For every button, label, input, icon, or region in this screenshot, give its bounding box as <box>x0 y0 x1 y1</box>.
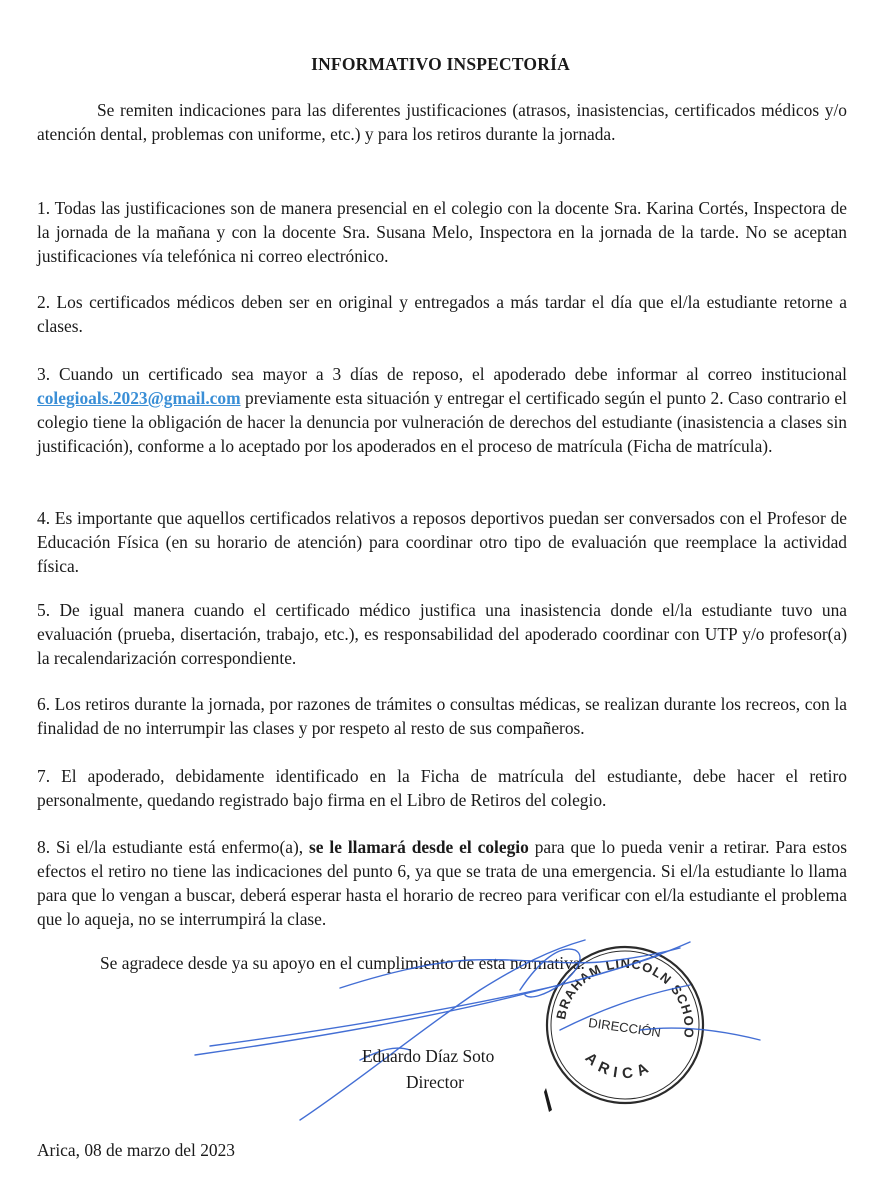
page-title: INFORMATIVO INSPECTORÍA <box>311 54 570 74</box>
item-3-text-end: previamente esta situación y entregar el certificado según el punto 2. Caso contrario el colegio tiene la obligación de hacer la denuncia por vulneración de derechos del estudiante (inasistencia a clases sin justificación), conforme a lo aceptado por los apoderados en el proceso de matrícula (Ficha de matrícula). <box>37 388 847 456</box>
intro-paragraph: Se remiten indicaciones para las diferentes justificaciones (atrasos, inasistencias, certificados médicos y/o atención dental, problemas con uniforme, etc.) y para los retiros durante la jornada. <box>37 100 847 144</box>
stamp-center-text: DIRECCIÓN <box>587 1014 662 1040</box>
item-3-text-start: 3. Cuando un certificado sea mayor a 3 días de reposo, el apoderado debe informar al correo institucional <box>37 364 847 384</box>
signer-name: Eduardo Díaz Soto <box>362 1046 495 1066</box>
document-date: Arica, 08 de marzo del 2023 <box>37 1140 235 1160</box>
school-stamp <box>540 940 710 1110</box>
item-4: 4. Es importante que aquellos certificados relativos a reposos deportivos puedan ser conversados con el Profesor de Educación Física (en su horario de atención) para coordinar otro tipo de evaluación que reemplace la actividad física. <box>37 508 847 576</box>
item-3 <box>37 362 847 458</box>
stamp-bottom-text: ARICA <box>581 1049 657 1083</box>
item-5: 5. De igual manera cuando el certificado médico justifica una inasistencia donde el/la estudiante tuvo una evaluación (prueba, disertación, trabajo, etc.), es responsabilidad del apoderado coordinar con UTP y/o profesor(a) la recalendarización correspondiente. <box>37 600 847 668</box>
thanks-line: Se agradece desde ya su apoyo en el cumplimiento de esta normativa. <box>100 953 585 973</box>
stamp-ring-text: ABRAHAM LINCOLN SCHOOL <box>553 955 697 1040</box>
item-8-text-end: para que lo pueda venir a retirar. Para estos efectos el retiro no tiene las indicaciones del punto 6, ya que se trata de una emergencia. Si el/la estudiante lo llama para que lo vengan a buscar, deberá esperar hasta el horario de recreo para verificar con el/la estudiante el problema que lo aqueja, no se interrumpirá la clase. <box>37 837 847 929</box>
item-2: 2. Los certificados médicos deben ser en original y entregados a más tardar el día que el/la estudiante retorne a clases. <box>37 292 847 336</box>
institutional-email-link[interactable]: colegioals.2023@gmail.com <box>37 388 241 408</box>
item-7: 7. El apoderado, debidamente identificado en la Ficha de matrícula del estudiante, debe hacer el retiro personalmente, quedando registrado bajo firma en el Libro de Retiros del colegio. <box>37 766 847 810</box>
signer-role: Director <box>406 1072 464 1092</box>
item-1: 1. Todas las justificaciones son de manera presencial en el colegio con la docente Sra. Karina Cortés, Inspectora de la jornada de la mañana y con la docente Sra. Susana Melo, Inspectora en la jornada de la tarde. No se aceptan justificaciones vía telefónica ni correo electrónico. <box>37 198 847 266</box>
item-8-text-start: 8. Si el/la estudiante está enfermo(a), <box>37 837 310 857</box>
item-6: 6. Los retiros durante la jornada, por razones de trámites o consultas médicas, se realizan durante los recreos, con la finalidad de no interrumpir las clases y por respeto al resto de sus compañeros. <box>37 694 847 738</box>
item-8 <box>37 835 847 931</box>
item-8-bold: se le llamará desde el colegio <box>309 837 529 857</box>
